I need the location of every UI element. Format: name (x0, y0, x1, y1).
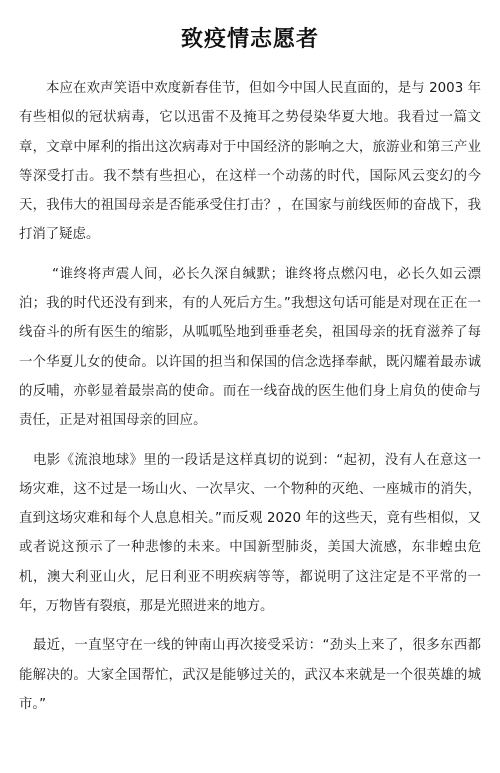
paragraph-3: 电影《流浪地球》里的一段话是这样真切的说到：“起初，没有人在意这一场灾难，这不过是一场山火、一次旱灾、一个物种的灭绝、一座城市的消失， 直到这场灾难和每个人息息相关。”而反观 2020 年的这些天，竟有些相似，又或者说这预示了一种悲惨的未来。中国新型肺炎，美国大流感，东非蝗虫危机，澳大利亚山火，尼日利亚不明疾病等等，都说明了这注定是不平常的一年，万物皆有裂痕，那是光照进来的地方。 (19, 452, 481, 615)
paragraph-2: “谁终将声震人间，必长久深自缄默；谁终将点燃闪电，必长久如云漂泊；我的时代还没有到来，有的人死后方生。”我想这句话可能是对现在正在一线奋斗的所有医生的缩影，从呱呱坠地到垂垂老矣，祖国母亲的抚育滋养了每一个华夏儿女的使命。以许国的担当和保国的信念选择奉献，既闪耀着最赤诚的反哺，亦彰显着最崇高的使命。而在一线奋战的医生他们身上肩负的使命与责任，正是对祖国母亲的回应。 (19, 266, 481, 429)
paragraph-1: 本应在欢声笑语中欢度新春佳节，但如今中国人民直面的，是与 2003 年有些相似的冠状病毒，它以迅雷不及掩耳之势侵染华夏大地。我看过一篇文章，文章中犀利的指出这次病毒对于中国经济的影响之大，旅游业和第三产业等深受打击。我不禁有些担心，在这样一个动荡的时代，国际风云变幻的今天，我伟大的祖国母亲是否能承受住打击？，在国家与前线医师的奋战下，我打消了疑虑。 (19, 81, 481, 243)
article-title: 致疫情志愿者 (180, 26, 319, 52)
paragraph-4: 最近，一直坚守在一线的钟南山再次接受采访：“劲头上来了，很多东西都能解决的。大家全国帮忙，武汉是能够过关的，武汉本来就是一个很英雄的城市。” (19, 638, 481, 712)
